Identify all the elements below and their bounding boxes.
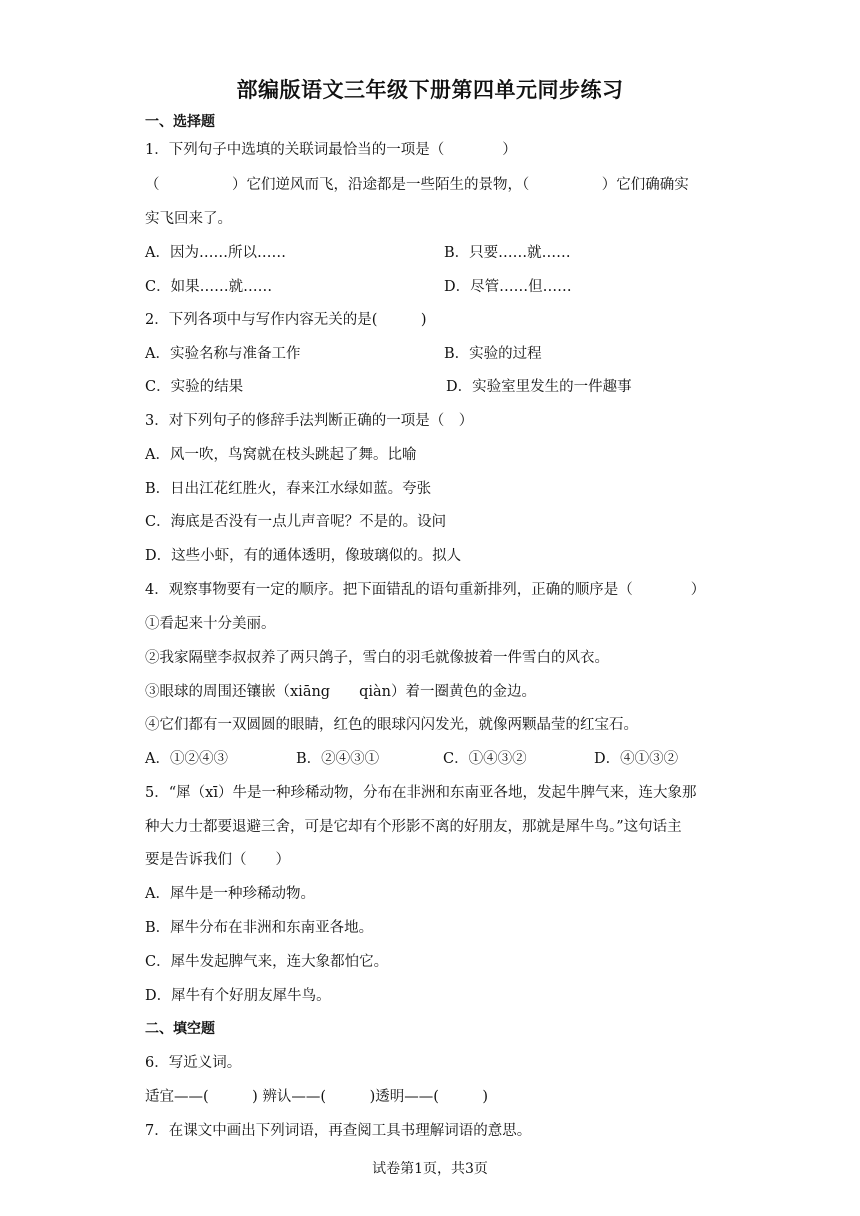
question-4-option-c: C．①④③②: [443, 751, 527, 767]
question-1-option-b: B．只要……就……: [444, 245, 571, 261]
question-5-stem-line-1: 5．“犀（xī）牛是一种珍稀动物，分布在非洲和东南亚各地，发起牛脾气来，连大象那: [145, 785, 697, 801]
question-5-option-b: B．犀牛分布在非洲和东南亚各地。: [145, 920, 374, 936]
question-3-option-c: C．海底是否没有一点儿声音呢？不是的。设问: [145, 514, 447, 530]
question-7-stem: 7．在课文中画出下列词语，再查阅工具书理解词语的意思。: [145, 1123, 532, 1139]
question-5-stem-line-2: 种大力士都要退避三舍，可是它却有个形影不离的好朋友，那就是犀牛鸟。”这句话主: [145, 819, 682, 835]
question-1-option-c: C．如果……就……: [145, 279, 273, 295]
question-2-option-a: A．实验名称与准备工作: [145, 346, 301, 362]
question-1-option-d: D．尽管……但……: [444, 279, 572, 295]
question-2-option-c: C．实验的结果: [145, 379, 244, 395]
question-3-option-d: D．这些小虾，有的通体透明，像玻璃似的。拟人: [145, 548, 462, 564]
question-4-sentence-2: ②我家隔壁李叔叔养了两只鸽子，雪白的羽毛就像披着一件雪白的风衣。: [145, 650, 609, 666]
question-1-text-line-2: 实飞回来了。: [145, 211, 232, 227]
question-4-stem: 4．观察事物要有一定的顺序。把下面错乱的语句重新排列，正确的顺序是（ ）: [145, 582, 706, 598]
question-5-option-a: A．犀牛是一种珍稀动物。: [145, 886, 315, 902]
question-1-text-line-1: （ ）它们逆风而飞，沿途都是一些陌生的景物，（ ）它们确确实: [145, 177, 689, 193]
question-2-option-b: B．实验的过程: [444, 346, 542, 362]
page-footer: 试卷第1页，共3页: [372, 1161, 488, 1177]
question-4-sentence-4: ④它们都有一双圆圆的眼睛，红色的眼球闪闪发光，就像两颗晶莹的红宝石。: [145, 717, 638, 733]
section-heading-choice: 一、选择题: [145, 114, 215, 130]
question-4-option-a: A．①②④③: [145, 751, 228, 767]
question-5-option-c: C．犀牛发起脾气来，连大象都怕它。: [145, 954, 389, 970]
question-5-option-d: D．犀牛有个好朋友犀牛鸟。: [145, 988, 331, 1004]
question-1-option-a: A．因为……所以……: [145, 245, 286, 261]
question-2-stem: 2．下列各项中与写作内容无关的是( ): [145, 312, 427, 328]
question-6-stem: 6．写近义词。: [145, 1055, 242, 1071]
question-4-option-b: B．②④③①: [296, 751, 380, 767]
section-heading-fill: 二、填空题: [145, 1021, 215, 1037]
question-1-stem: 1．下列句子中选填的关联词最恰当的一项是（ ）: [145, 142, 517, 158]
question-6-blanks: 适宜——( ) 辨认——( )透明——( ): [145, 1089, 489, 1105]
question-2-option-d: D．实验室里发生的一件趣事: [446, 379, 632, 395]
page-title: 部编版语文三年级下册第四单元同步练习: [236, 78, 624, 102]
question-3-option-b: B．日出江花红胜火，春来江水绿如蓝。夸张: [145, 481, 432, 497]
question-4-sentence-1: ①看起来十分美丽。: [145, 616, 276, 632]
question-4-option-d: D．④①③②: [594, 751, 679, 767]
question-3-stem: 3．对下列句子的修辞手法判断正确的一项是（ ）: [145, 413, 474, 429]
question-4-sentence-3: ③眼球的周围还镶嵌（xiāng qiàn）着一圈黄色的金边。: [145, 684, 536, 700]
question-3-option-a: A．风一吹，鸟窝就在枝头跳起了舞。比喻: [145, 447, 417, 463]
question-5-stem-line-3: 要是告诉我们（ ）: [145, 852, 290, 868]
